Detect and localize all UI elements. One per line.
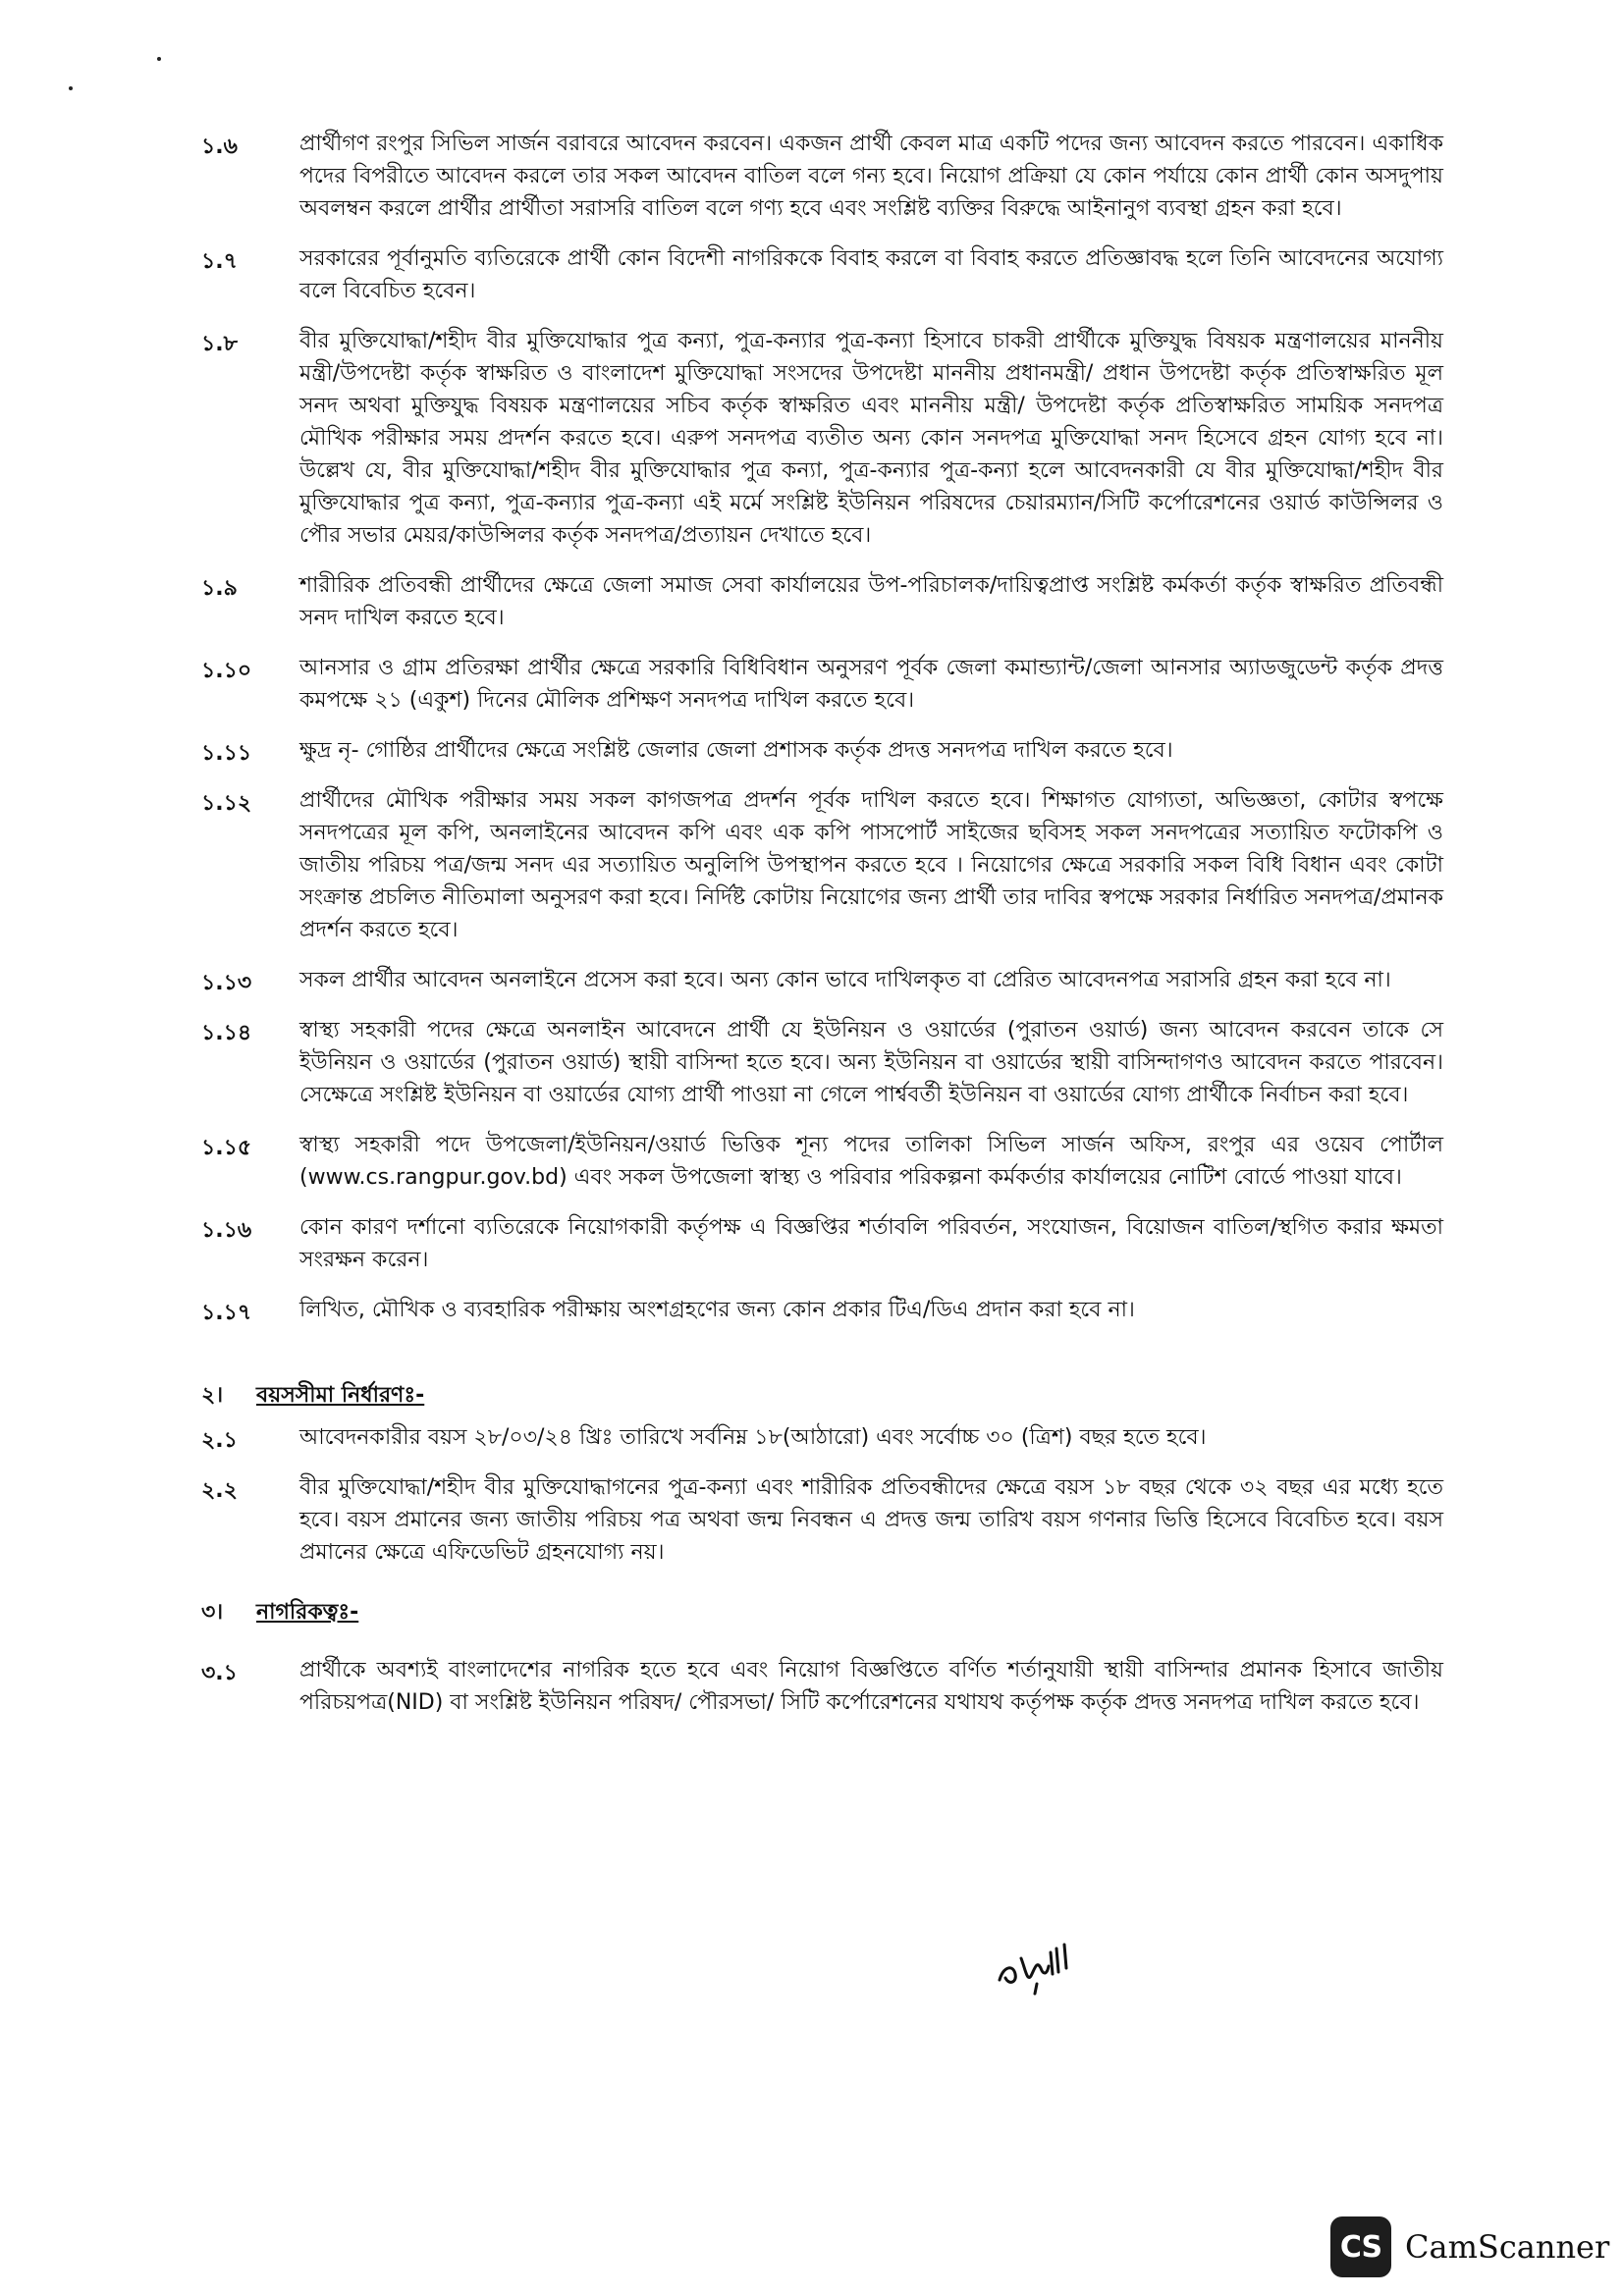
clause-1-13 xyxy=(201,964,1443,996)
clause-number: ১.৬ xyxy=(201,134,238,159)
clause-text: আনসার ও গ্রাম প্রতিরক্ষা প্রার্থীর ক্ষেত্রে সরকারি বিধিবিধান অনুসরণ পূর্বক জেলা কমান্ড্যান্ট/জেলা আনসার অ্যাডজুডেন্ট কর্তৃক প্রদত্ত কমপক্ষে ২১ (একুশ) দিনের মৌলিক প্রশিক্ষণ সনদপত্র দাখিল করতে হবে। xyxy=(299,656,1443,713)
clause-1-6 xyxy=(201,128,1443,225)
clause-number: ১.১৭ xyxy=(201,1301,252,1325)
document-body xyxy=(201,128,1443,1736)
clause-number: ১.১৩ xyxy=(201,971,252,995)
scan-speck xyxy=(69,86,73,90)
clause-text: সরকারের পূর্বানুমতি ব্যতিরেকে প্রার্থী কোন বিদেশী নাগরিককে বিবাহ করলে বা বিবাহ করতে প্রতিজ্ঞাবদ্ধ হলে তিনি আবেদনের অযোগ্য বলে বিবেচিত হবেন। xyxy=(299,246,1443,303)
clause-number: ২.১ xyxy=(201,1428,238,1453)
clause-text: আবেদনকারীর বয়স ২৮/০৩/২৪ খ্রিঃ তারিখে সর্বনিম্ন ১৮(আঠারো) এবং সর্বোচ্চ ৩০ (ত্রিশ) বছর হতে হবে। xyxy=(299,1425,1207,1450)
clause-1-12 xyxy=(201,784,1443,946)
clause-text: শারীরিক প্রতিবন্ধী প্রার্থীদের ক্ষেত্রে জেলা সমাজ সেবা কার্যালয়ের উপ-পরিচালক/দায়িত্বপ্রাপ্ত সংশ্লিষ্ট কর্মকর্তা কর্তৃক স্বাক্ষরিত প্রতিবন্ধী সনদ দাখিল করতে হবে। xyxy=(299,573,1443,630)
clause-number: ১.৮ xyxy=(201,332,238,356)
camscanner-name: CamScanner xyxy=(1405,2228,1610,2266)
clause-1-17 xyxy=(201,1294,1443,1326)
clause-number: ১.১২ xyxy=(201,791,252,816)
clause-text: লিখিত, মৌখিক ও ব্যবহারিক পরীক্ষায় অংশগ্রহণের জন্য কোন প্রকার টিএ/ডিএ প্রদান করা হবে না। xyxy=(299,1298,1135,1322)
clause-number: ১.৭ xyxy=(201,249,238,274)
clause-number: ১.১৬ xyxy=(201,1218,252,1243)
clause-1-15 xyxy=(201,1129,1443,1194)
section-3-heading xyxy=(201,1596,1443,1629)
clause-number: ১.১৫ xyxy=(201,1136,252,1160)
clause-text: কোন কারণ দর্শানো ব্যতিরেকে নিয়োগকারী কর্তৃপক্ষ এ বিজ্ঞপ্তির শর্তাবলি পরিবর্তন, সংযোজন, বিয়োজন বাতিল/স্থগিত করার ক্ষমতা সংরক্ষন করেন। xyxy=(299,1215,1443,1272)
clause-text: প্রার্থীগণ রংপুর সিভিল সার্জন বরাবরে আবেদন করবেন। একজন প্রার্থী কেবল মাত্র একটি পদের জন্য আবেদন করতে পারবেন। একাধিক পদের বিপরীতে আবেদন করলে তার সকল আবেদন বাতিল বলে গন্য হবে। নিয়োগ প্রক্রিয়া যে কোন পর্যায়ে কোন প্রার্থী কোন অসদুপায় অবলম্বন করলে প্রার্থীর প্রার্থীতা সরাসরি বাতিল বলে গণ্য হবে এবং সংশ্লিষ্ট ব্যক্তির বিরুদ্ধে আইনানুগ ব্যবস্থা গ্রহন করা হবে। xyxy=(299,132,1443,221)
clause-1-10 xyxy=(201,652,1443,717)
clause-text: সকল প্রার্থীর আবেদন অনলাইনে প্রসেস করা হবে। অন্য কোন ভাবে দাখিলকৃত বা প্রেরিত আবেদনপত্র সরাসরি গ্রহন করা হবে না। xyxy=(299,968,1391,992)
clause-1-14 xyxy=(201,1014,1443,1111)
clause-number: ৩.১ xyxy=(201,1661,238,1685)
items-section-1 xyxy=(201,128,1443,1326)
clause-text: স্বাস্থ্য সহকারী পদের ক্ষেত্রে অনলাইন আবেদনে প্রার্থী যে ইউনিয়ন ও ওয়ার্ডের (পুরাতন ওয়ার্ড) জন্য আবেদন করবেন তাকে সে ইউনিয়ন ও ওয়ার্ডের (পুরাতন ওয়ার্ড) স্থায়ী বাসিন্দা হতে হবে। অন্য ইউনিয়ন বা ওয়ার্ডের স্থায়ী বাসিন্দাগণও আবেদন করতে পারবেন। সেক্ষেত্রে সংশ্লিষ্ট ইউনিয়ন বা ওয়ার্ডের যোগ্য প্রার্থী পাওয়া না গেলে পার্শ্ববর্তী ইউনিয়ন বা ওয়ার্ডের যোগ্য প্রার্থীকে নির্বাচন করা হবে। xyxy=(299,1018,1443,1107)
section-number: ২। xyxy=(201,1383,224,1408)
clause-text: স্বাস্থ্য সহকারী পদে উপজেলা/ইউনিয়ন/ওয়ার্ড ভিত্তিক শূন্য পদের তালিকা সিভিল সার্জন অফিস, রংপুর এর ওয়েব পোর্টাল (www.cs.rangpur.gov.bd) এবং সকল উপজেলা স্বাস্থ্য ও পরিবার পরিকল্পনা কর্মকর্তার কার্যালয়ের নোটিশ বোর্ডে পাওয়া যাবে। xyxy=(299,1133,1443,1190)
clause-3-1 xyxy=(201,1654,1443,1719)
camscanner-watermark xyxy=(1330,2216,1609,2277)
clause-number: ১.১১ xyxy=(201,741,252,766)
clause-1-16 xyxy=(201,1211,1443,1276)
clause-text: ক্ষুদ্র নৃ- গোষ্ঠির প্রার্থীদের ক্ষেত্রে সংশ্লিষ্ট জেলার জেলা প্রশাসক কর্তৃক প্রদত্ত সনদপত্র দাখিল করতে হবে। xyxy=(299,738,1173,763)
section-2-heading xyxy=(201,1379,1443,1412)
clause-text: বীর মুক্তিযোদ্ধা/শহীদ বীর মুক্তিযোদ্ধাগনের পুত্র-কন্যা এবং শারীরিক প্রতিবন্ধীদের ক্ষেত্রে বয়স ১৮ বছর থেকে ৩২ বছর এর মধ্যে হতে হবে। বয়স প্রমানের জন্য জাতীয় পরিচয় পত্র অথবা জন্ম নিবন্ধন এ প্রদত্ত জন্ম তারিখ বয়স গণনার ভিত্তি হিসেবে বিবেচিত হবে। বয়স প্রমানের ক্ষেত্রে এফিডেভিট গ্রহনযোগ্য নয়। xyxy=(299,1475,1443,1565)
camscanner-logo-icon: CS xyxy=(1330,2216,1391,2277)
clause-number: ১.১০ xyxy=(201,659,252,683)
clause-number: ১.১৪ xyxy=(201,1021,252,1045)
signature-mark xyxy=(992,1939,1085,1998)
clause-text: প্রার্থীকে অবশ্যই বাংলাদেশের নাগরিক হতে হবে এবং নিয়োগ বিজ্ঞপ্তিতে বর্ণিত শর্তানুযায়ী স্থায়ী বাসিন্দার প্রমানক হিসাবে জাতীয় পরিচয়পত্র(NID) বা সংশ্লিষ্ট ইউনিয়ন পরিষদ/ পৌরসভা/ সিটি কর্পোরেশনের যথাযথ কর্তৃপক্ষ কর্তৃক প্রদত্ত সনদপত্র দাখিল করতে হবে। xyxy=(299,1658,1443,1715)
clause-2-2 xyxy=(201,1471,1443,1569)
clause-1-8 xyxy=(201,325,1443,552)
section-number: ৩। xyxy=(201,1600,224,1625)
clause-number: ১.৯ xyxy=(201,576,238,601)
scan-speck xyxy=(157,57,161,61)
clause-1-11 xyxy=(201,734,1443,767)
clause-1-7 xyxy=(201,242,1443,307)
clause-text: বীর মুক্তিযোদ্ধা/শহীদ বীর মুক্তিযোদ্ধার পুত্র কন্যা, পুত্র-কন্যার পুত্র-কন্যা হিসাবে চাকরী প্রার্থীকে মুক্তিযুদ্ধ বিষয়ক মন্ত্রণালয়ের মাননীয় মন্ত্রী/উপদেষ্টা কর্তৃক স্বাক্ষরিত ও বাংলাদেশ মুক্তিযোদ্ধা সংসদের উপদেষ্টা মাননীয় প্রধানমন্ত্রী/ প্রধান উপদেষ্টা কর্তৃক প্রতিস্বাক্ষরিত মূল সনদ অথবা মুক্তিযুদ্ধ বিষয়ক মন্ত্রণালয়ের সচিব কর্তৃক স্বাক্ষরিত এবং মাননীয় মন্ত্রী/ উপদেষ্টা কর্তৃক প্রতিস্বাক্ষরিত সাময়িক সনদপত্র মৌখিক পরীক্ষার সময় প্রদর্শন করতে হবে। এরুপ সনদপত্র ব্যতীত অন্য কোন সনদপত্র মুক্তিযোদ্ধা সনদ হিসেবে গ্রহন যোগ্য হবে না।উল্লেখ যে, বীর মুক্তিযোদ্ধা/শহীদ বীর মুক্তিযোদ্ধার পুত্র কন্যা, পুত্র-কন্যার পুত্র-কন্যা হলে আবেদনকারী যে বীর মুক্তিযোদ্ধা/শহীদ বীর মুক্তিযোদ্ধার পুত্র কন্যা, পুত্র-কন্যার পুত্র-কন্যা এই মর্মে সংশ্লিষ্ট ইউনিয়ন পরিষদের চেয়ারম্যান/সিটি কর্পোরেশনের ওয়ার্ড কাউন্সিলর ও পৌর সভার মেয়র/কাউন্সিলর কর্তৃক সনদপত্র/প্রত্যায়ন দেখাতে হবে। xyxy=(299,329,1443,548)
clause-number: ২.২ xyxy=(201,1478,238,1503)
section-title: নাগরিকত্বঃ- xyxy=(256,1600,359,1625)
clause-text: প্রার্থীদের মৌখিক পরীক্ষার সময় সকল কাগজপত্র প্রদর্শন পূর্বক দাখিল করতে হবে। শিক্ষাগত যোগ্যতা, অভিজ্ঞতা, কোটার স্বপক্ষে সনদপত্রের মূল কপি, অনলাইনের আবেদন কপি এবং এক কপি পাসপোর্ট সাইজের ছবিসহ সকল সনদপত্রের সত্যায়িত ফটোকপি ও জাতীয় পরিচয় পত্র/জন্ম সনদ এর সত্যায়িত অনুলিপি উপস্থাপন করতে হবে । নিয়োগের ক্ষেত্রে সরকারি সকল বিধি বিধান এবং কোটা সংক্রান্ত প্রচলিত নীতিমালা অনুসরণ করা হবে। নির্দিষ্ট কোটায় নিয়োগের জন্য প্রার্থী তার দাবির স্বপক্ষে সরকার নির্ধারিত সনদপত্র/প্রমানক প্রদর্শন করতে হবে। xyxy=(299,788,1443,942)
clause-2-1 xyxy=(201,1421,1443,1454)
section-title: বয়সসীমা নির্ধারণঃ- xyxy=(256,1383,425,1408)
clause-1-9 xyxy=(201,569,1443,634)
